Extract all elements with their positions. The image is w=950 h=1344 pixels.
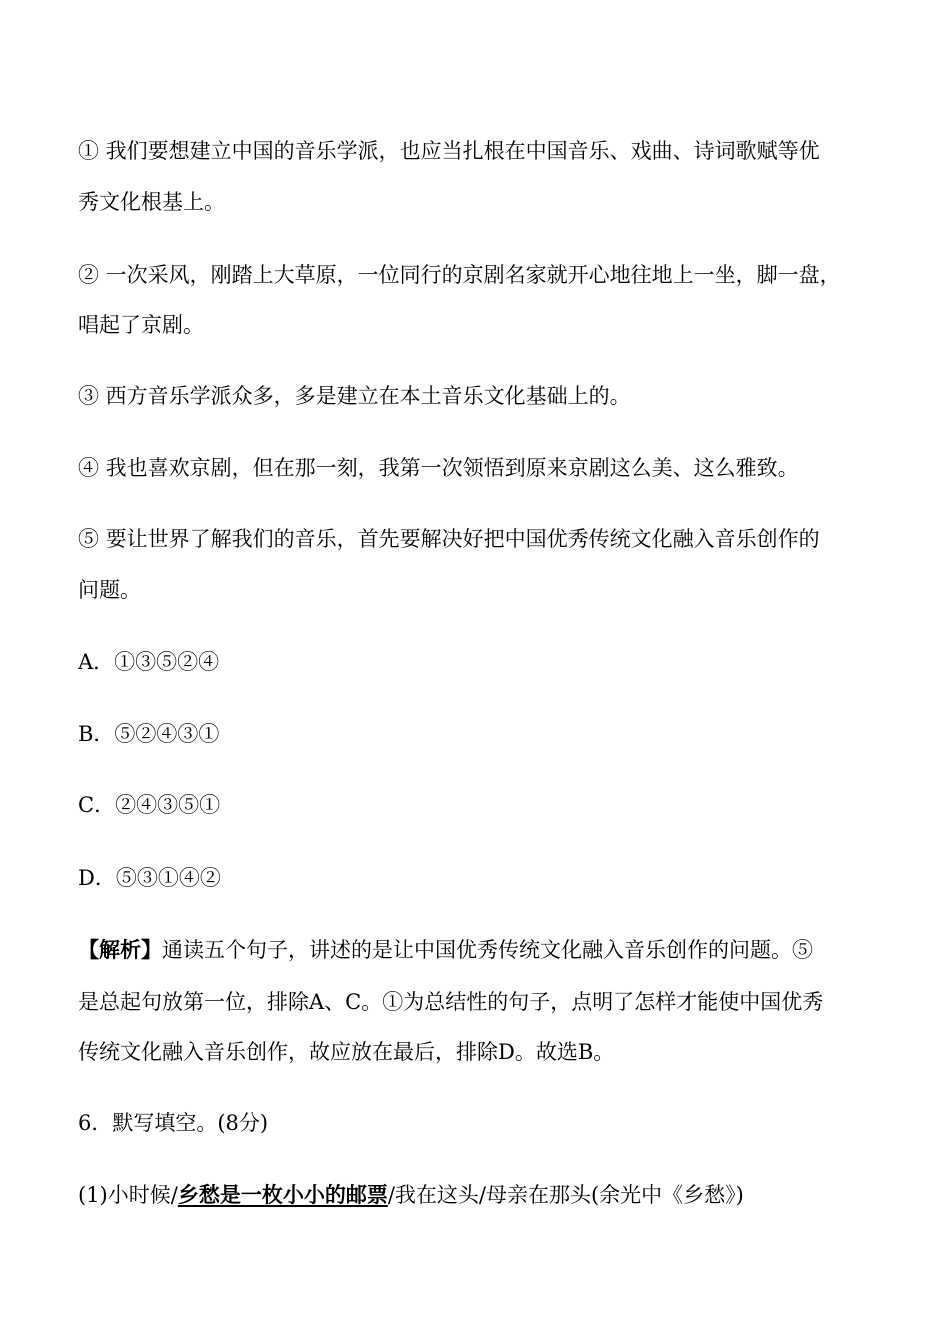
analysis-line-3: 传统文化融入音乐创作，故应放在最后，排除D。故选B。 — [78, 1040, 615, 1064]
option-c: C．②④③⑤① — [78, 793, 221, 817]
option-b: B．⑤②④③① — [78, 722, 220, 746]
sentence-1-line-1: ① 我们要想建立中国的音乐学派，也应当扎根在中国音乐、戏曲、诗词歌赋等优 — [78, 139, 820, 163]
sentence-2-line-2: 唱起了京剧。 — [78, 313, 204, 337]
sentence-4: ④ 我也喜欢京剧，但在那一刻，我第一次领悟到原来京剧这么美、这么雅致。 — [78, 456, 799, 480]
option-d: D．⑤③①④② — [78, 866, 221, 890]
sentence-2-line-1: ② 一次采风，刚踏上大草原，一位同行的京剧名家就开心地往地上一坐，脚一盘， — [78, 263, 841, 287]
analysis-line-1 — [78, 936, 878, 964]
question-6-title: 6．默写填空。(8分) — [78, 1111, 269, 1135]
sentence-5-line-1: ⑤ 要让世界了解我们的音乐，首先要解决好把中国优秀传统文化融入音乐创作的 — [78, 527, 820, 551]
question-6-item-1 — [78, 1181, 878, 1209]
sentence-1-line-2: 秀文化根基上。 — [78, 190, 225, 214]
analysis-line-2: 是总起句放第一位，排除A、C。①为总结性的句子，点明了怎样才能使中国优秀 — [78, 990, 824, 1014]
item-1-suffix: /我在这头/母亲在那头(余光中《乡愁》) — [387, 1183, 744, 1207]
option-a: A．①③⑤②④ — [78, 650, 220, 674]
sentence-5-line-2: 问题。 — [78, 578, 141, 602]
analysis-label: 【解析】 — [78, 937, 162, 962]
sentence-3: ③ 西方音乐学派众多，多是建立在本土音乐文化基础上的。 — [78, 384, 631, 408]
item-1-prefix: (1)小时候/ — [78, 1183, 178, 1207]
analysis-text-1: 通读五个句子，讲述的是让中国优秀传统文化融入音乐创作的问题。⑤ — [162, 938, 813, 962]
item-1-answer: 乡愁是一枚小小的邮票 — [177, 1182, 388, 1207]
